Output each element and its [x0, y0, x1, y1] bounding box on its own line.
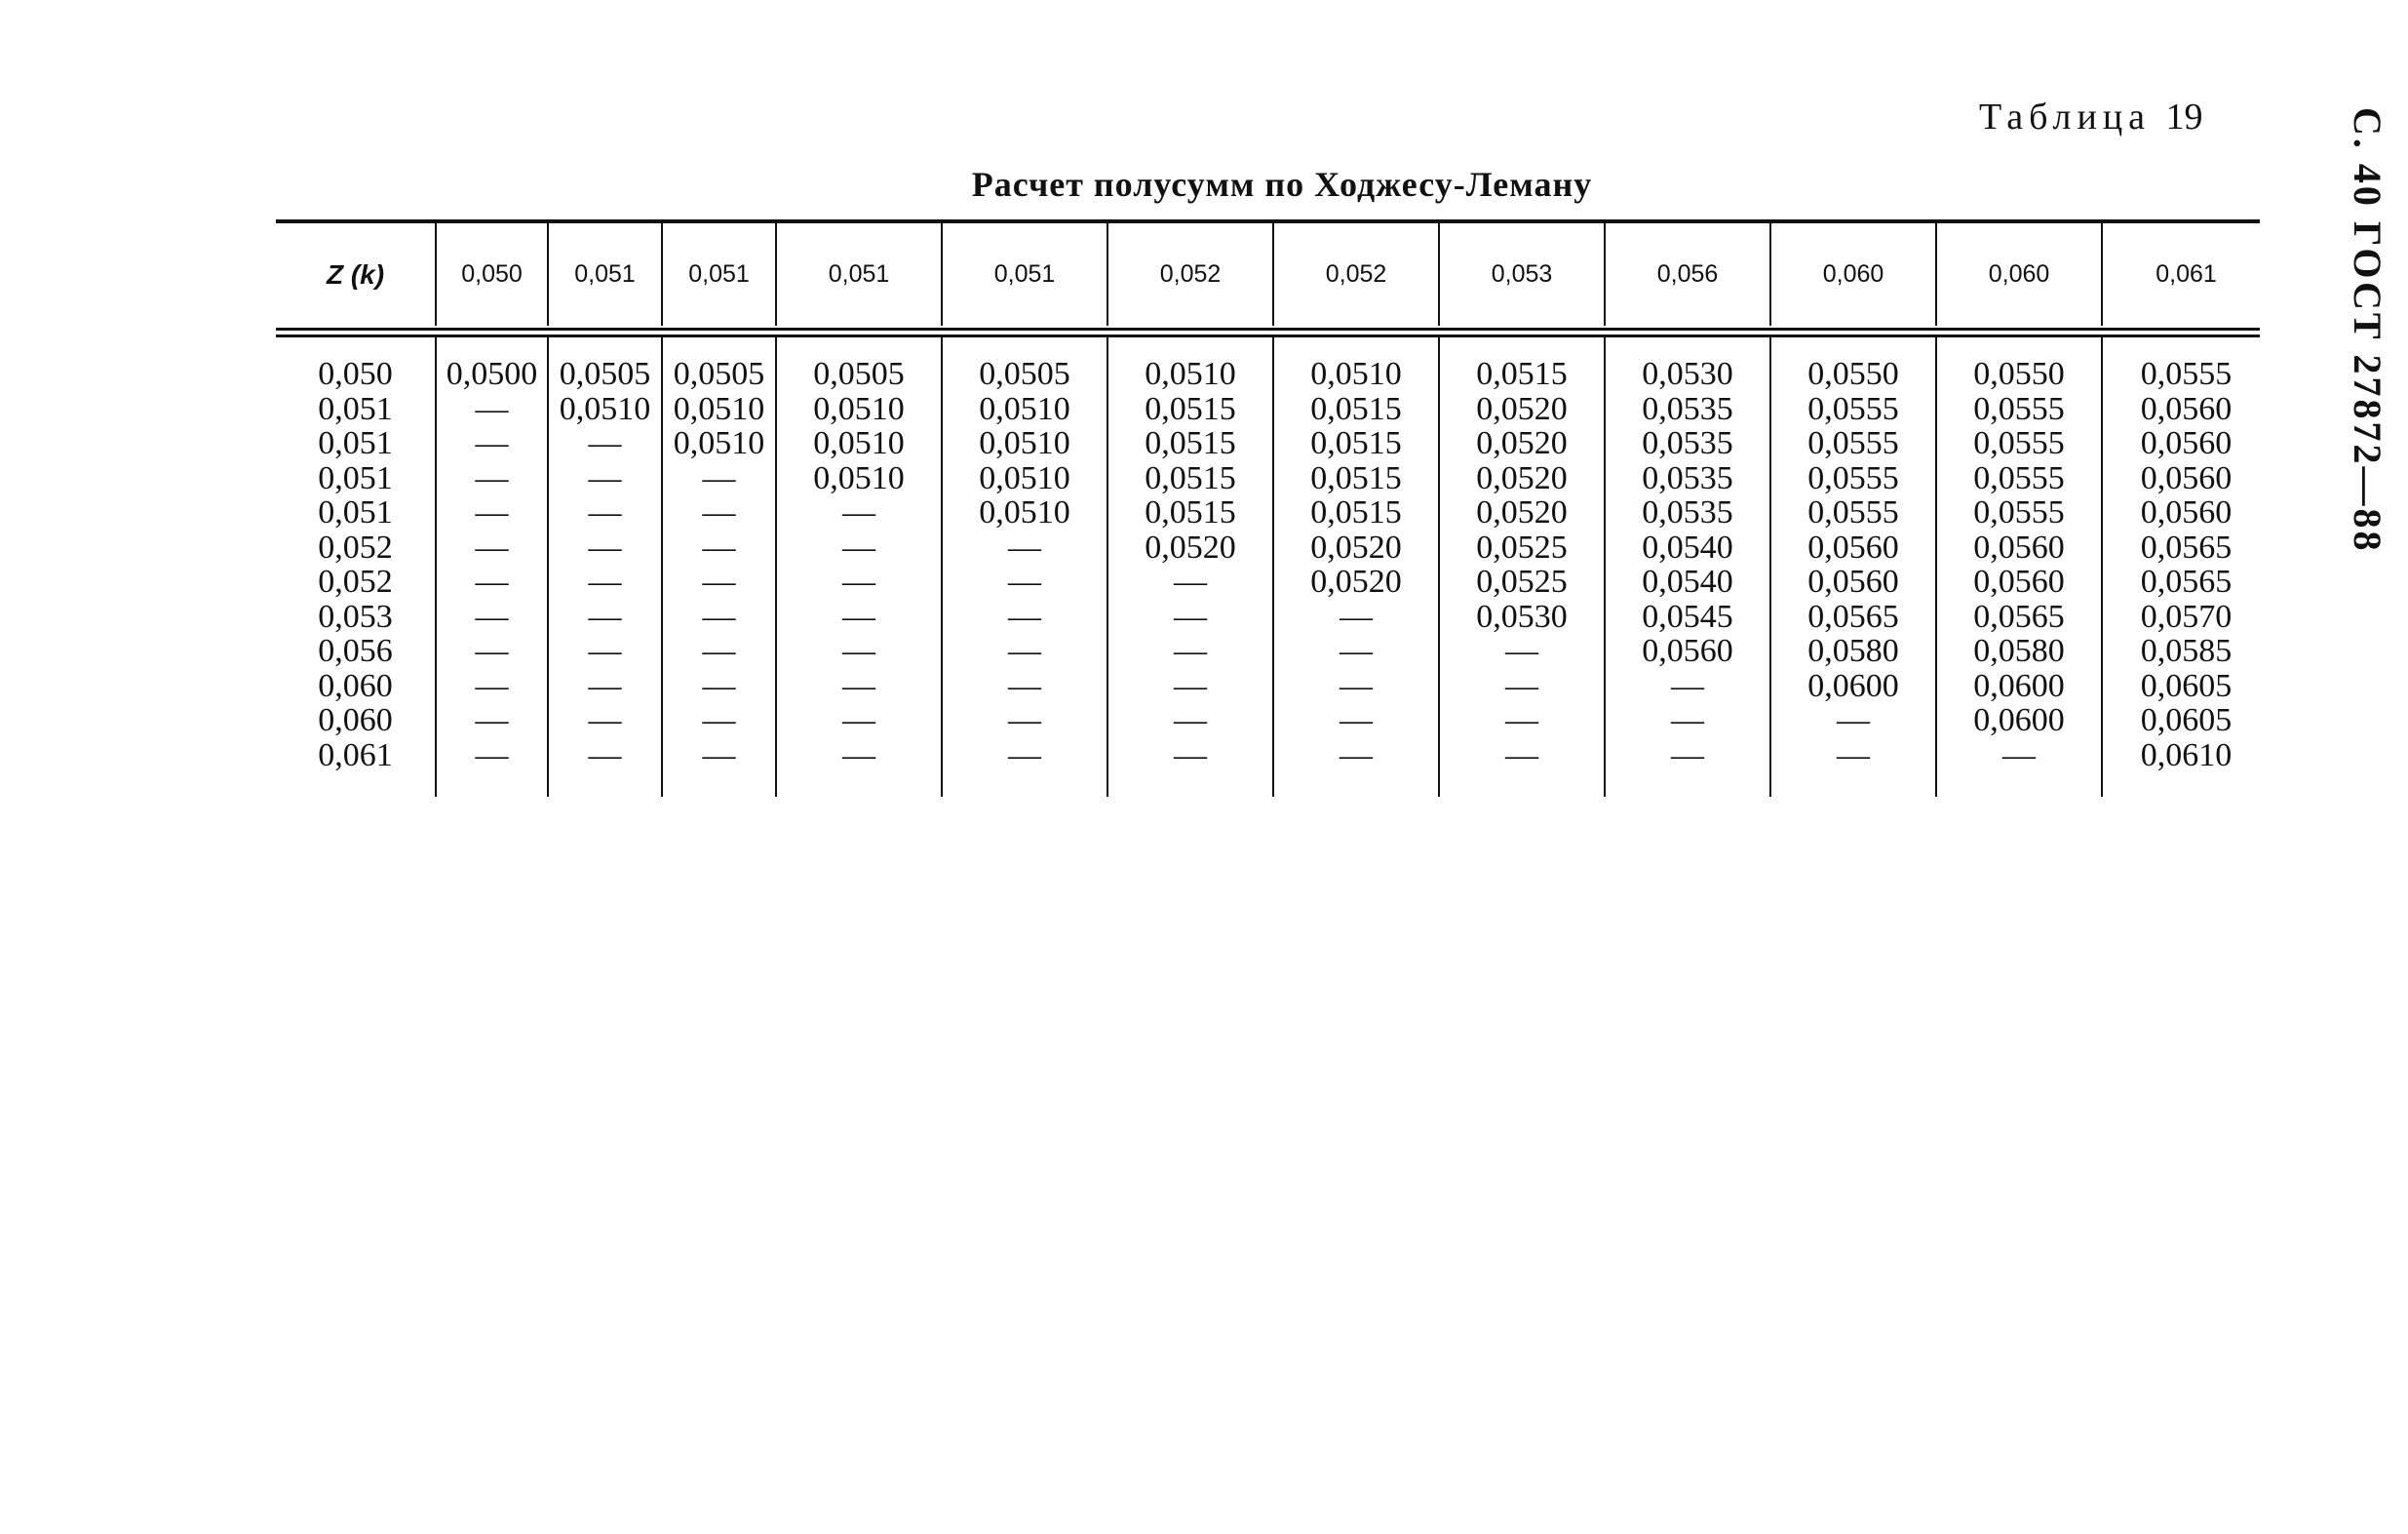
- empty-cell: [1439, 337, 1605, 357]
- table-cell: —: [1439, 669, 1605, 704]
- table-cell: —: [942, 600, 1107, 635]
- table-cell: 0,0515: [1273, 426, 1439, 461]
- column-header: 0,051: [942, 223, 1107, 326]
- table-cell: 0,0520: [1439, 426, 1605, 461]
- empty-cell: [276, 772, 436, 797]
- table-cell: —: [1439, 738, 1605, 773]
- empty-cell: [1605, 337, 1770, 357]
- spacer-row: [276, 337, 2270, 357]
- table-cell: 0,0510: [776, 392, 942, 427]
- table-row: [276, 495, 2270, 531]
- table-cell: —: [1770, 703, 1936, 738]
- table-cell: 0,0560: [1770, 565, 1936, 600]
- empty-cell: [942, 337, 1107, 357]
- table-cell: —: [776, 565, 942, 600]
- table-cell: 0,0505: [662, 357, 776, 392]
- table-cell: 0,0525: [1439, 531, 1605, 566]
- table-cell: 0,0585: [2102, 634, 2270, 669]
- table-cell: 0,0520: [1439, 392, 1605, 427]
- table-row: [276, 565, 2270, 600]
- data-table-body: [276, 337, 2270, 797]
- empty-cell: [942, 772, 1107, 797]
- table-cell: —: [1107, 634, 1273, 669]
- table-cell: 0,0600: [1770, 669, 1936, 704]
- table-cell: 0,0605: [2102, 703, 2270, 738]
- row-label: 0,060: [318, 702, 393, 738]
- table-cell: 0,0500: [436, 357, 548, 392]
- table-cell: —: [662, 703, 776, 738]
- table-cell: —: [1936, 738, 2102, 773]
- table-cell: 0,0510: [662, 392, 776, 427]
- column-header: 0,056: [1605, 223, 1770, 326]
- row-label: 0,061: [318, 736, 393, 773]
- table-cell: 0,0545: [1605, 600, 1770, 635]
- table-cell: 0,0520: [1107, 531, 1273, 566]
- table-cell: 0,0530: [1605, 357, 1770, 392]
- table-row: [276, 531, 2270, 566]
- table-cell: 0,0560: [1605, 634, 1770, 669]
- table-cell: 0,0515: [1107, 495, 1273, 531]
- column-header: 0,050: [436, 223, 548, 326]
- table-cell: 0,0510: [1273, 357, 1439, 392]
- table-label-word: Таблица: [1979, 97, 2152, 138]
- table-cell: —: [436, 392, 548, 427]
- table-cell: 0,0525: [1439, 565, 1605, 600]
- table-cell: 0,0505: [548, 357, 662, 392]
- table-cell: 0,0565: [2102, 531, 2270, 566]
- table-cell: 0,0560: [1770, 531, 1936, 566]
- table-cell: 0,0515: [1273, 392, 1439, 427]
- table-label: [1979, 96, 2203, 138]
- table-cell: —: [662, 669, 776, 704]
- table-cell: —: [662, 738, 776, 773]
- table-cell: 0,0510: [776, 426, 942, 461]
- column-header: 0,052: [1107, 223, 1273, 326]
- table-cell: —: [942, 738, 1107, 773]
- table-cell: —: [942, 531, 1107, 566]
- table-cell: 0,0565: [1936, 600, 2102, 635]
- table-cell: 0,0510: [942, 426, 1107, 461]
- row-label: 0,051: [318, 494, 393, 531]
- column-header: 0,053: [1439, 223, 1605, 326]
- empty-cell: [1273, 772, 1439, 797]
- table-cell: 0,0520: [1439, 461, 1605, 496]
- table-cell: 0,0520: [1273, 531, 1439, 566]
- empty-cell: [276, 337, 436, 357]
- table-row: [276, 600, 2270, 635]
- table-cell: —: [662, 531, 776, 566]
- column-header: 0,061: [2102, 223, 2270, 326]
- data-table: [276, 223, 2270, 326]
- table-cell: —: [662, 634, 776, 669]
- table-cell: —: [1107, 565, 1273, 600]
- table-cell: 0,0555: [1936, 392, 2102, 427]
- table-cell: 0,0555: [1770, 495, 1936, 531]
- table-cell: —: [1273, 738, 1439, 773]
- table-cell: 0,0515: [1439, 357, 1605, 392]
- row-label: 0,051: [318, 459, 393, 496]
- table-cell: 0,0510: [942, 461, 1107, 496]
- table-row: [276, 703, 2270, 738]
- table-cell: —: [1605, 669, 1770, 704]
- table-cell: —: [662, 565, 776, 600]
- table-cell: 0,0555: [1770, 392, 1936, 427]
- empty-cell: [1770, 772, 1936, 797]
- row-label: 0,050: [318, 356, 393, 392]
- table-cell: —: [436, 426, 548, 461]
- table-row: [276, 738, 2270, 773]
- table-cell: —: [662, 495, 776, 531]
- table-cell: 0,0550: [1936, 357, 2102, 392]
- row-label: 0,053: [318, 598, 393, 635]
- table-body: [276, 337, 2270, 797]
- row-label: 0,052: [318, 529, 393, 566]
- table-cell: —: [1273, 703, 1439, 738]
- table-cell: 0,0565: [2102, 565, 2270, 600]
- table-cell: —: [942, 634, 1107, 669]
- table-cell: —: [1107, 669, 1273, 704]
- table-cell: 0,0535: [1605, 495, 1770, 531]
- table-cell: 0,0535: [1605, 392, 1770, 427]
- empty-cell: [2102, 337, 2270, 357]
- empty-cell: [1605, 772, 1770, 797]
- hodges-lehmann-table: [276, 219, 2260, 797]
- table-cell: —: [548, 531, 662, 566]
- empty-cell: [1107, 337, 1273, 357]
- table-cell: —: [1107, 738, 1273, 773]
- table-cell: 0,0555: [1770, 426, 1936, 461]
- table-cell: 0,0540: [1605, 531, 1770, 566]
- column-header: 0,051: [548, 223, 662, 326]
- table-cell: 0,0535: [1605, 461, 1770, 496]
- table-cell: —: [436, 565, 548, 600]
- table-cell: —: [436, 669, 548, 704]
- table-cell: —: [776, 669, 942, 704]
- header-row: [276, 223, 2270, 326]
- table-cell: —: [776, 703, 942, 738]
- empty-cell: [1107, 772, 1273, 797]
- table-cell: —: [548, 600, 662, 635]
- table-cell: 0,0510: [1107, 357, 1273, 392]
- table-cell: —: [776, 600, 942, 635]
- column-header: 0,060: [1936, 223, 2102, 326]
- table-cell: —: [1605, 703, 1770, 738]
- table-cell: 0,0565: [1770, 600, 1936, 635]
- row-label: 0,060: [318, 667, 393, 704]
- table-cell: 0,0555: [1770, 461, 1936, 496]
- table-cell: 0,0510: [662, 426, 776, 461]
- table-cell: 0,0560: [1936, 531, 2102, 566]
- table-cell: —: [1439, 634, 1605, 669]
- table-cell: 0,0515: [1273, 461, 1439, 496]
- table-cell: 0,0515: [1107, 426, 1273, 461]
- table-cell: 0,0505: [942, 357, 1107, 392]
- corner-header: Z (k): [326, 258, 385, 290]
- table-row: [276, 461, 2270, 496]
- table-cell: —: [548, 565, 662, 600]
- empty-cell: [436, 337, 548, 357]
- table-cell: —: [1605, 738, 1770, 773]
- table-cell: —: [548, 461, 662, 496]
- table-row: [276, 357, 2270, 392]
- table-cell: 0,0510: [942, 392, 1107, 427]
- table-cell: —: [436, 703, 548, 738]
- empty-cell: [662, 337, 776, 357]
- table-cell: 0,0555: [1936, 461, 2102, 496]
- table-cell: 0,0600: [1936, 703, 2102, 738]
- header-double-rule: [276, 328, 2260, 337]
- table-cell: 0,0560: [2102, 495, 2270, 531]
- empty-cell: [548, 772, 662, 797]
- table-cell: 0,0560: [2102, 461, 2270, 496]
- table-cell: —: [942, 565, 1107, 600]
- empty-cell: [776, 337, 942, 357]
- table-cell: 0,0510: [776, 461, 942, 496]
- row-label: 0,052: [318, 564, 393, 600]
- table-cell: —: [1273, 669, 1439, 704]
- table-cell: 0,0510: [548, 392, 662, 427]
- table-cell: —: [548, 426, 662, 461]
- column-header: 0,051: [662, 223, 776, 326]
- table-row: [276, 426, 2270, 461]
- table-cell: 0,0600: [1936, 669, 2102, 704]
- table-cell: 0,0560: [2102, 392, 2270, 427]
- empty-cell: [1439, 772, 1605, 797]
- table-cell: —: [1273, 634, 1439, 669]
- table-cell: —: [436, 600, 548, 635]
- table-cell: 0,0580: [1770, 634, 1936, 669]
- table-cell: —: [662, 600, 776, 635]
- table-cell: 0,0555: [1936, 426, 2102, 461]
- empty-cell: [1770, 337, 1936, 357]
- table-cell: 0,0520: [1439, 495, 1605, 531]
- table-cell: —: [1770, 738, 1936, 773]
- page-title: Расчет полусумм по Ходжесу-Леману: [971, 165, 1593, 204]
- empty-cell: [1273, 337, 1439, 357]
- table-cell: —: [942, 703, 1107, 738]
- table-cell: 0,0555: [2102, 357, 2270, 392]
- empty-cell: [548, 337, 662, 357]
- table-cell: 0,0570: [2102, 600, 2270, 635]
- row-label: 0,056: [318, 633, 393, 669]
- table-cell: 0,0530: [1439, 600, 1605, 635]
- table-cell: —: [1107, 600, 1273, 635]
- table-row: [276, 634, 2270, 669]
- table-cell: —: [548, 703, 662, 738]
- table-cell: 0,0560: [2102, 426, 2270, 461]
- table-row: [276, 669, 2270, 704]
- table-cell: 0,0510: [942, 495, 1107, 531]
- row-label: 0,051: [318, 425, 393, 461]
- table-cell: 0,0515: [1107, 461, 1273, 496]
- table-cell: 0,0610: [2102, 738, 2270, 773]
- empty-cell: [662, 772, 776, 797]
- table-cell: —: [436, 738, 548, 773]
- table-cell: —: [662, 461, 776, 496]
- table-cell: —: [776, 495, 942, 531]
- page-header: С. 40 ГОСТ 27872—88: [2346, 107, 2389, 554]
- table-cell: —: [548, 495, 662, 531]
- table-label-number: 19: [2165, 97, 2203, 138]
- column-header: 0,052: [1273, 223, 1439, 326]
- empty-cell: [1936, 337, 2102, 357]
- table-cell: 0,0540: [1605, 565, 1770, 600]
- tail-row: [276, 772, 2270, 797]
- table-cell: —: [942, 669, 1107, 704]
- table-cell: 0,0515: [1273, 495, 1439, 531]
- table-cell: —: [1107, 703, 1273, 738]
- table-cell: —: [436, 634, 548, 669]
- table-cell: 0,0555: [1936, 495, 2102, 531]
- table-cell: 0,0550: [1770, 357, 1936, 392]
- table-cell: 0,0560: [1936, 565, 2102, 600]
- empty-cell: [436, 772, 548, 797]
- table-cell: 0,0520: [1273, 565, 1439, 600]
- table-row: [276, 392, 2270, 427]
- table-cell: 0,0535: [1605, 426, 1770, 461]
- column-header: 0,051: [776, 223, 942, 326]
- empty-cell: [776, 772, 942, 797]
- table-cell: —: [436, 495, 548, 531]
- table-cell: —: [548, 634, 662, 669]
- row-label: 0,051: [318, 390, 393, 427]
- table-cell: —: [436, 461, 548, 496]
- table-cell: —: [776, 634, 942, 669]
- table-cell: 0,0505: [776, 357, 942, 392]
- table-cell: 0,0580: [1936, 634, 2102, 669]
- table-cell: —: [1439, 703, 1605, 738]
- table-cell: —: [548, 738, 662, 773]
- table-cell: —: [436, 531, 548, 566]
- table-cell: 0,0605: [2102, 669, 2270, 704]
- table-cell: —: [548, 669, 662, 704]
- table-cell: —: [776, 531, 942, 566]
- table-cell: —: [1273, 600, 1439, 635]
- empty-cell: [1936, 772, 2102, 797]
- table-cell: —: [776, 738, 942, 773]
- empty-cell: [2102, 772, 2270, 797]
- table-cell: 0,0515: [1107, 392, 1273, 427]
- column-header: 0,060: [1770, 223, 1936, 326]
